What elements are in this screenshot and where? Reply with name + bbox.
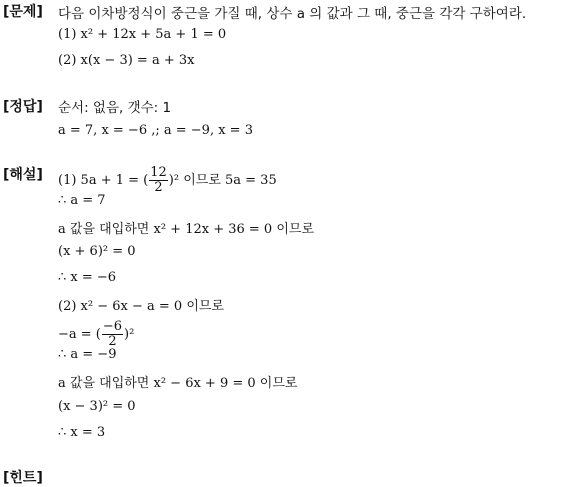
- fraction: $\frac{-6}{2}$: [102, 319, 123, 349]
- solution-line-6: (2) x² − 6x − a = 0 이므로: [58, 299, 224, 314]
- problem-statement: 다음 이차방정식이 중근을 가질 때, 상수 a 의 값과 그 때, 중근을 각각 구하여라.: [58, 6, 527, 22]
- fraction: $\frac{12}{2}$: [150, 165, 167, 195]
- solution-line-5: ∴ x = −6: [58, 270, 117, 285]
- problem-label: [문제]: [3, 4, 43, 20]
- problem-item-1: (1) x² + 12x + 5a + 1 = 0: [58, 27, 227, 42]
- solution-line-9: a 값을 대입하면 x² − 6x + 9 = 0 이므로: [58, 376, 298, 391]
- solution-line-4: (x + 6)² = 0: [58, 244, 136, 259]
- answer-label: [정답]: [3, 99, 43, 115]
- solution-line-7: −a = ( $\frac{-6}{2}$ )²: [58, 319, 135, 349]
- solution-label: [해설]: [3, 167, 43, 183]
- solution-line-11: ∴ x = 3: [58, 425, 106, 440]
- answer-line-2: a = 7, x = −6 ,; a = −9, x = 3: [58, 123, 253, 138]
- solution-line-3: a 값을 대입하면 x² + 12x + 36 = 0 이므로: [58, 222, 315, 237]
- solution-line-2: ∴ a = 7: [58, 193, 106, 208]
- solution-line-8: ∴ a = −9: [58, 347, 117, 362]
- answer-line-1: 순서: 없음, 갯수: 1: [58, 100, 172, 116]
- problem-item-2: (2) x(x − 3) = a + 3x: [58, 53, 195, 68]
- solution-line-10: (x − 3)² = 0: [58, 399, 136, 414]
- hint-label: [힌트]: [3, 470, 43, 486]
- solution-line-1: (1) 5a + 1 = ( $\frac{12}{2}$ )² 이므로 5a = 35: [58, 165, 277, 195]
